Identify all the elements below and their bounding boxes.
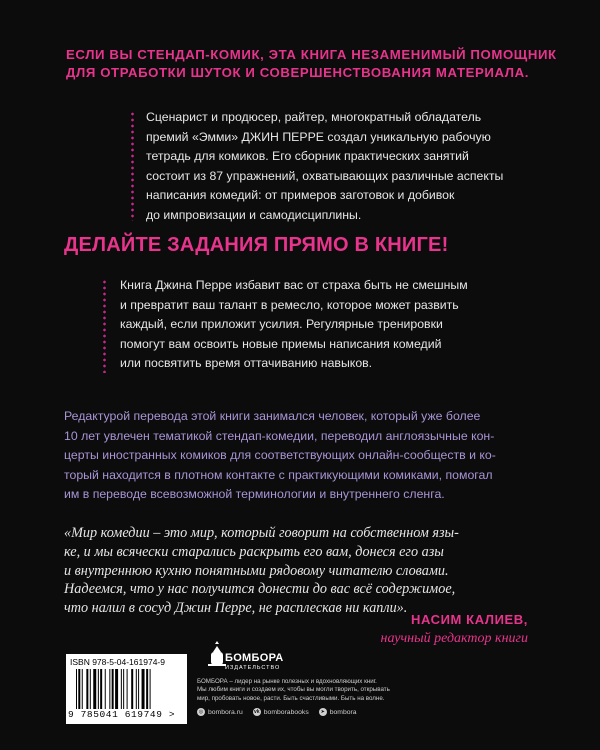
publisher-line: БОМБОРА – лидер на рынке полезных и вдохновляющих книг. [197, 678, 377, 685]
publisher-description [197, 678, 390, 703]
vk-icon: vk [253, 709, 260, 715]
paragraph-line: помогут вам освоить новые приемы написания комедий [120, 336, 442, 351]
isbn-barcode [66, 654, 187, 724]
paragraph-line: до импровизации и самодисциплины. [146, 207, 362, 222]
isbn-number: ISBN 978-5-04-161974-9 [70, 657, 165, 667]
paragraph-line: церты иностранных комиков для соответствующих онлайн-сообществ и ко- [64, 448, 496, 463]
quote-line: «Мир комедии – это мир, который говорит на собственном язы- [64, 525, 459, 541]
quote-line: ке, и мы всячески старались раскрыть его вам, донеся его азы [64, 543, 444, 560]
vk-link[interactable] [253, 708, 309, 716]
quote-line: Надеемся, что у нас получится донести до вас всё содержимое, [64, 581, 456, 598]
paragraph-line: 10 лет увлечен тематикой стендап-комедии, переводил англоязычные кон- [64, 428, 495, 443]
quote-author: НАСИМ КАЛИЕВ, [410, 612, 528, 627]
publisher-line: мир, пробовать новое, расти. Быть счастливыми. Быть на волне. [197, 694, 385, 702]
lead-line: ЕСЛИ ВЫ СТЕНДАП-КОМИК, ЭТА КНИГА НЕЗАМЕНИМЫЙ ПОМОЩНИК [66, 47, 557, 62]
link-text: bombora [329, 708, 357, 716]
paragraph-line: написания комедий: от примеров заготовок и добивок [146, 188, 455, 203]
publisher-links [197, 708, 357, 716]
description-paragraph [146, 108, 503, 226]
publisher-logo-subtitle: ИЗДАТЕЛЬСТВО [225, 665, 281, 671]
paragraph-line: Редактурой перевода этой книги занимался человек, который уже более [64, 409, 481, 423]
quote-line: и внутреннюю кухню понятными рядовому читателю словами. [64, 562, 449, 579]
globe-icon: ◎ [198, 709, 204, 715]
benefit-paragraph [120, 276, 468, 374]
paragraph-line: и превратит ваш талант в ремесло, которое может развить [120, 297, 459, 312]
ean-digits: 9 785041 619749 > [68, 709, 176, 720]
paragraph-line: каждый, если приложит усилия. Регулярные тренировки [120, 317, 443, 332]
paragraph-line: состоит из 87 упражнений, охватывающих различные аспекты [146, 168, 504, 183]
publisher-line: Мы любим книги и создаем их, чтобы вы могли творить, открывать [197, 686, 390, 694]
paragraph-line: тетрадь для комиков. Его сборник практических занятий [146, 149, 469, 164]
paragraph-line: премий «Эмми» ДЖИН ПЕРРЕ создал уникальную рабочую [146, 129, 491, 144]
telegram-link[interactable] [319, 708, 357, 716]
paragraph-line: Сценарист и продюсер, райтер, многократный обладатель [146, 110, 482, 124]
quote-line: что налил в сосуд Джин Перре, не расплескав ни капли». [64, 600, 408, 617]
paragraph-line: или посвятить время оттачиванию навыков. [120, 356, 373, 371]
link-text: bombora.ru [208, 708, 243, 716]
quote-author-role: научный редактор книги [380, 631, 528, 646]
publisher-logo-name: БОМБОРА [225, 652, 284, 664]
website-link[interactable] [197, 708, 243, 716]
lead-text [66, 46, 566, 82]
dotted-accent-line [131, 111, 134, 221]
paragraph-line: им в переводе всевозможной терминологии и внутреннего сленга. [64, 487, 445, 502]
editor-paragraph [64, 407, 540, 505]
barcode-bars [76, 669, 181, 709]
headline: ДЕЛАЙТЕ ЗАДАНИЯ ПРЯМО В КНИГЕ! [64, 234, 449, 256]
lead-line: ДЛЯ ОТРАБОТКИ ШУТОК И СОВЕРШЕНСТВОВАНИЯ МАТЕРИАЛА. [66, 65, 530, 80]
paragraph-line: торый находится в плотном контакте с практикующими комиками, помогал [64, 467, 493, 482]
editor-quote [64, 524, 459, 618]
paragraph-line: Книга Джина Перре избавит вас от страха быть не смешным [120, 278, 468, 292]
dotted-accent-line [103, 279, 106, 373]
link-text: bomborabooks [263, 708, 309, 716]
telegram-icon: ➤ [320, 709, 325, 715]
